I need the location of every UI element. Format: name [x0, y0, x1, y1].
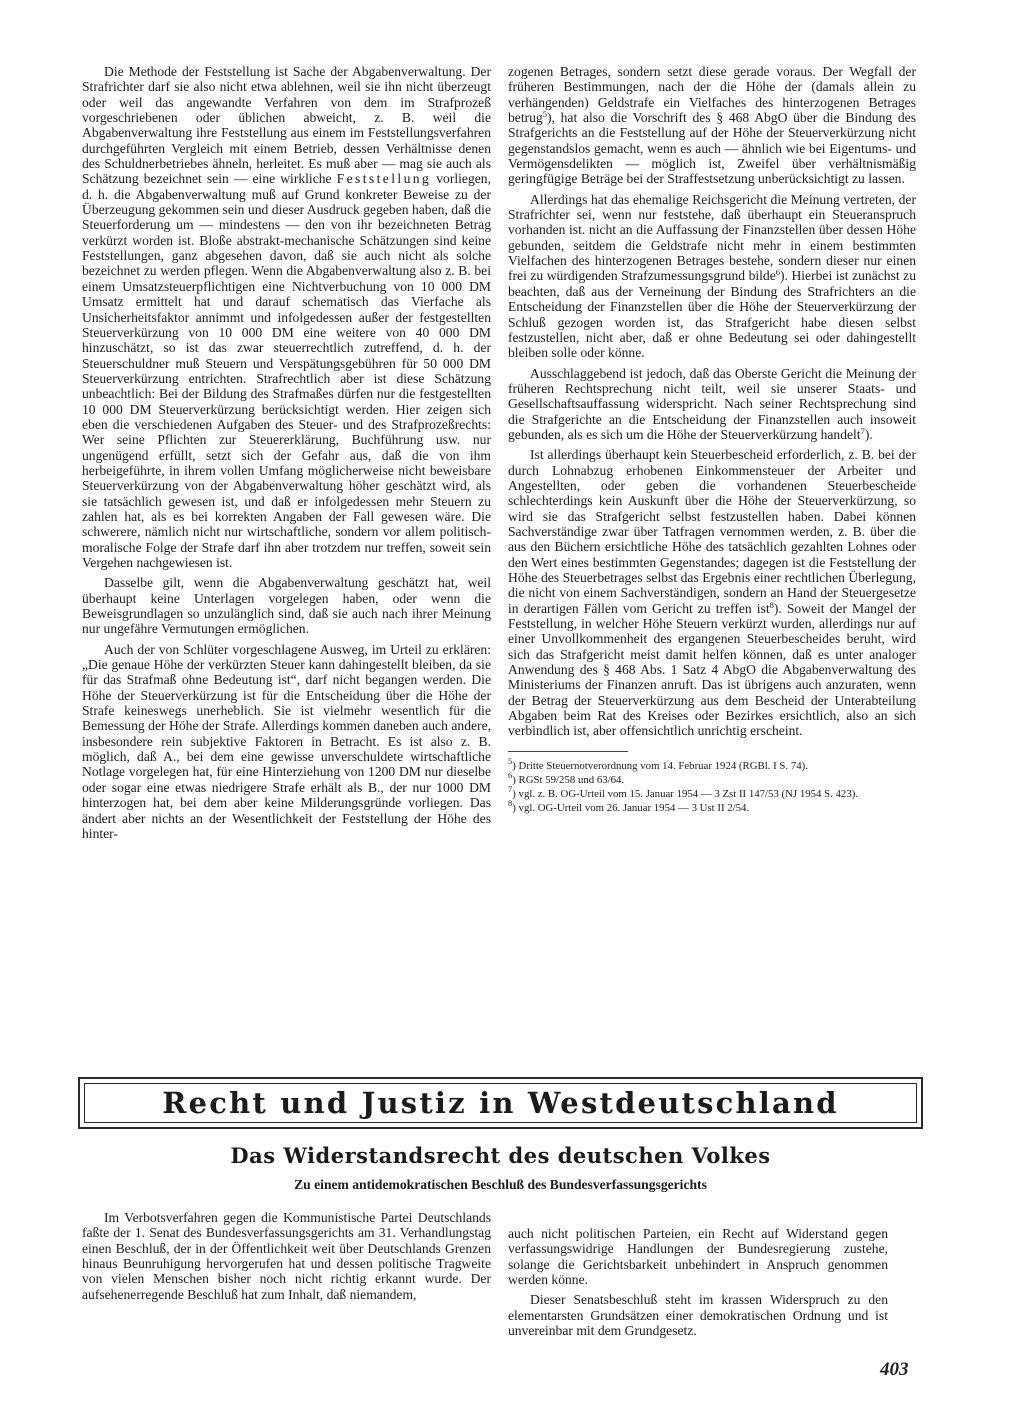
column-right-top — [508, 64, 916, 816]
section-banner — [78, 1077, 923, 1129]
column-left-top — [82, 64, 491, 846]
footnote-ref: 6 — [775, 267, 781, 278]
column-left-bottom — [82, 1210, 491, 1307]
footnote: $^7$) vgl. z. B. OG-Urteil vom 15. Januar 1954 — 3 Zst II 147/53 (NJ 1954 S. 423). — [508, 783, 859, 800]
paragraph: auch nicht politischen Parteien, ein Recht auf Widerstand gegen verfassungswidrige Handlungen der Bundesregierung zustehe, solange die Gerichtsbarkeit unbehindert in Anspruch genommen werden könne. — [508, 1226, 888, 1288]
emphasis-spaced: Feststellung — [336, 171, 432, 187]
footnote-divider — [508, 751, 628, 752]
article-subtitle: Zu einem antidemokratischen Beschluß des Bundesverfassungsgerichts — [294, 1177, 707, 1192]
paragraph: zogenen Betrages, sondern setzt diese gerade voraus. Der Wegfall der früheren Bestimmungen, nach der die Höhe der (damals allein zu verhängenden) Geldstrafe ein Vielfaches des hinterzogenen Betrages betrug$^5$), hat also die Vorschrift des § 468 AbgO über die Bindung des Strafgerichts an die Feststellung auf der Höhe der Steuerverkürzung nicht gegenstandslos gemacht, wenn es auch — ähnlich wie bei Eigentums- und Vermögensdelikten — möglich ist, Zweifel über verhältnismäßig geringfügige Beträge bei der Straffestsetzung unberücksichtigt zu lassen. — [508, 64, 916, 187]
page-number: 403 — [880, 1359, 909, 1380]
paragraph: Ausschlaggebend ist jedoch, daß das Oberste Gericht die Meinung der früheren Rechtsprechung nicht teilt, weil sie unserer Staats- und Gesellschaftsauffassung widerspricht. Nach seiner Rechtsprechung sind die Strafgerichte an die Entscheidung der Finanzstellen auch insoweit gebunden, als es sich um die Höhe der Steuerverkürzung handelt$^7$). — [508, 365, 916, 442]
footnote-ref: 8 — [769, 599, 774, 610]
paragraph: Im Verbotsverfahren gegen die Kommunistische Partei Deutschlands faßte der 1. Senat des Bundesverfassungsgerichts am 31. Verhandlungstag einen Beschluß, der in der Öffentlichkeit weit über Deutschlands Grenzen hinaus Beunruhigung hervorgerufen hat und dessen politische Tragweite von vielen Menschen bisher noch nicht richtig erkannt wurde. Der aufsehenerregende Beschluß hat zum Inhalt, daß niemandem, — [82, 1210, 491, 1302]
paragraph: Dieser Senatsbeschluß steht im krassen Widerspruch zu den elementarsten Grundsätzen einer demokratischen Ordnung und ist unvereinbar mit dem Grundgesetz. — [508, 1292, 888, 1339]
footnote: $^6$) RGSt 59/258 und 63/64. — [508, 769, 625, 786]
column-right-bottom — [508, 1226, 888, 1343]
article-title: Das Widerstandsrecht des deutschen Volkes — [230, 1143, 771, 1168]
footnote: $^8$) vgl. OG-Urteil vom 26. Januar 1954 — 3 Ust II 2/54. — [508, 797, 750, 814]
paragraph: Auch der von Schlüter vorgeschlagene Ausweg, im Urteil zu erklären: „Die genaue Höhe der verkürzten Steuer kann dahingestellt bleiben, da sie für das Strafmaß ohne Bedeutung ist“, darf nicht begangen werden. Die Höhe der Steuerverkürzung ist für die Entscheidung über die Höhe der Strafe keineswegs unerheblich. Sie ist vielmehr wesentlich für die Bemessung der Höhe der Strafe. Allerdings kommen daneben auch andere, insbesondere rein subjektive Faktoren in Betracht. Es ist also z. B. möglich, daß A., bei dem eine gewisse unverschuldete wirtschaftliche Notlage vorgelegen hat, für eine Hinterziehung von 1200 DM nur dieselbe oder sogar eine etwas niedrigere Strafe erhält als B., der nur 1000 DM hinterzogen hat, bei dem aber keine Milderungsgründe vorliegen. Das ändert aber nichts an der Wesentlichkeit der Feststellung der Höhe des hinter- — [82, 641, 491, 841]
paragraph: Ist allerdings überhaupt kein Steuerbescheid erforderlich, z. B. bei der durch Lohnabzug erhobenen Einkommensteuer der Arbeiter und Angestellten, oder geben die vorhandenen Steuerbescheide schlechterdings kein Auskunft über die Höhe der Steuerverkürzung, so wird sie das Strafgericht selbst festzustellen haben. Dabei können Sachverständige zwar über Tatfragen vernommen werden, z. B. über die aus den Büchern ersichtliche Höhe des tatsächlich gezahlten Lohnes oder den Wert eines bestimmten Gegenstandes; dagegen ist die Feststellung der Höhe des Steuerbetrages selbst das Ergebnis einer rechtlichen Überlegung, die nicht von einem Sachverständigen, sondern an Hand der Steuergesetze in derartigen Fällen vom Gericht zu treffen ist$^8$). Soweit der Mangel der Feststellung, in welcher Höhe Steuern verkürzt wurden, allerdings nur auf einer Unvollkommenheit des ergangenen Steuerbescheides beruht, wird sich das Strafgericht meist damit helfen können, daß es unter analoger Anwendung des § 468 Abs. 1 Satz 4 AbgO die Abgabenverwaltung des Ministeriums der Finanzen anruft. Das ist übrigens auch anzuraten, wenn der Betrag der Steuerverkürzung aus dem Bescheid der Unterabteilung Abgaben beim Rat des Kreises oder Bezirkes ersichtlich, also an sich verbindlich ist, aber offensichtlich unrichtig erscheint. — [508, 447, 916, 739]
footnote-ref: 5 — [542, 109, 547, 120]
paragraph: Dasselbe gilt, wenn die Abgabenverwaltung geschätzt hat, weil überhaupt keine Unterlagen vorgelegen haben, oder wenn die Beweisgrundlagen so unzulänglich sind, daß sie auch nach ihrer Meinung nur ungefähre Vermutungen ermöglichen. — [82, 575, 491, 637]
paragraph: Die Methode der Feststellung ist Sache der Abgabenverwaltung. Der Strafrichter darf sie also nicht etwa ablehnen, weil sie ihn nicht überzeugt oder weil das angewandte Verfahren von dem im Strafprozeß vorgeschriebenen oder üblichen abweicht, z. B. weil die Abgabenverwaltung ihre Feststellung aus einem im Feststellungsverfahren durchgeführten Vergleich mit einem Betrieb, dessen Verhältnisse denen des Schuldnerbetriebes ähneln, herleitet. Es muß aber — mag sie auch als Schätzung bezeichnet sein — eine wirkliche Feststellung vorliegen, d. h. die Abgabenverwaltung muß auf Grund konkreter Beweise zu der Überzeugung gekommen sein und dieser Ausdruck gegeben haben, daß die Steuerforderung um — mindestens — den von ihr bezeichneten Betrag verkürzt worden ist. Bloße abstrakt-mechanische Schätzungen sind keine Feststellungen, ganz abgesehen davon, daß sie auch nicht als solche bezeichnet zu werden pflegen. Wenn die Abgabenverwaltung also z. B. bei einem Umsatzsteuerpflichtigen eine Nichtverbuchung von 10 000 DM Umsatz ermittelt hat und darauf schematisch das Vierfache als Unsicherheitsfaktor annimmt und infolgedessen außer der festgestellten Steuerverkürzung von 10 000 DM eine weitere von 40 000 DM hinzuschätzt, so ist das zwar steuerrechtlich zutreffend, d. h. der Steuerschuldner muß Steuern und Verspätungsgebühren für 50 000 DM Steuerverkürzung entrichten. Strafrechtlich aber ist diese Schätzung unbeachtlich: Bei der Bildung des Strafmaßes dürfen nur die festgestellten 10 000 DM Steuerverkürzung berücksichtigt werden. Hier zeigen sich eben die verschiedenen Aufgaben des Steuer- und des Strafprozeßrechts: Wer seine Pflichten zur Steuererklärung, Buchführung usw. nur ungenügend erfüllt, setzt sich der Gefahr aus, daß die von ihm herbeigeführte, in ihrem vollen Umfang möglicherweise nicht beweisbare Steuerverkürzung von der Abgabenverwaltung höher geschätzt wird, als sie tatsächlich gewesen ist, und daß er infolgedessen mehr Steuern zu zahlen hat, als es bei korrekten Angaben der Fall gewesen wäre. Die schwerere, nämlich nicht nur wirtschaftliche, sondern vor allem politisch-moralische Folge der Strafe darf ihn aber trotzdem nur treffen, soweit sein Vergehen nachgewiesen ist. — [82, 64, 491, 570]
footnote-ref: 7 — [860, 425, 865, 436]
footnote: $^5$) Dritte Steuernotverordnung vom 14. Februar 1924 (RGBl. I S. 74). — [508, 755, 808, 772]
paragraph: Allerdings hat das ehemalige Reichsgericht die Meinung vertreten, der Strafrichter sei, wenn nur feststehe, daß überhaupt ein Steueranspruch vorhanden ist. nicht an die Auffassung der Finanzstellen über dessen Höhe gebunden, seitdem die Geldstrafe nicht mehr in einem bestimmten Vielfachen des hinterzogenen Betrages bestehe, sondern dieser nur einen frei zu würdigenden Strafzumessungsgrund bilde$^6$). Hierbei ist zunächst zu beachten, daß aus der Verneinung der Bindung des Strafrichters an die Entscheidung der Finanzstellen über die Höhe der Steuerverkürzung der Schluß gezogen worden ist, das Strafgericht habe diesen selbst festzustellen, nicht aber, daß er ohne Bedeutung sei oder dahingestellt bleiben solle oder könne. — [508, 191, 917, 361]
footnotes — [508, 755, 916, 815]
section-title: Recht und Justiz in Westdeutschland — [162, 1086, 839, 1120]
